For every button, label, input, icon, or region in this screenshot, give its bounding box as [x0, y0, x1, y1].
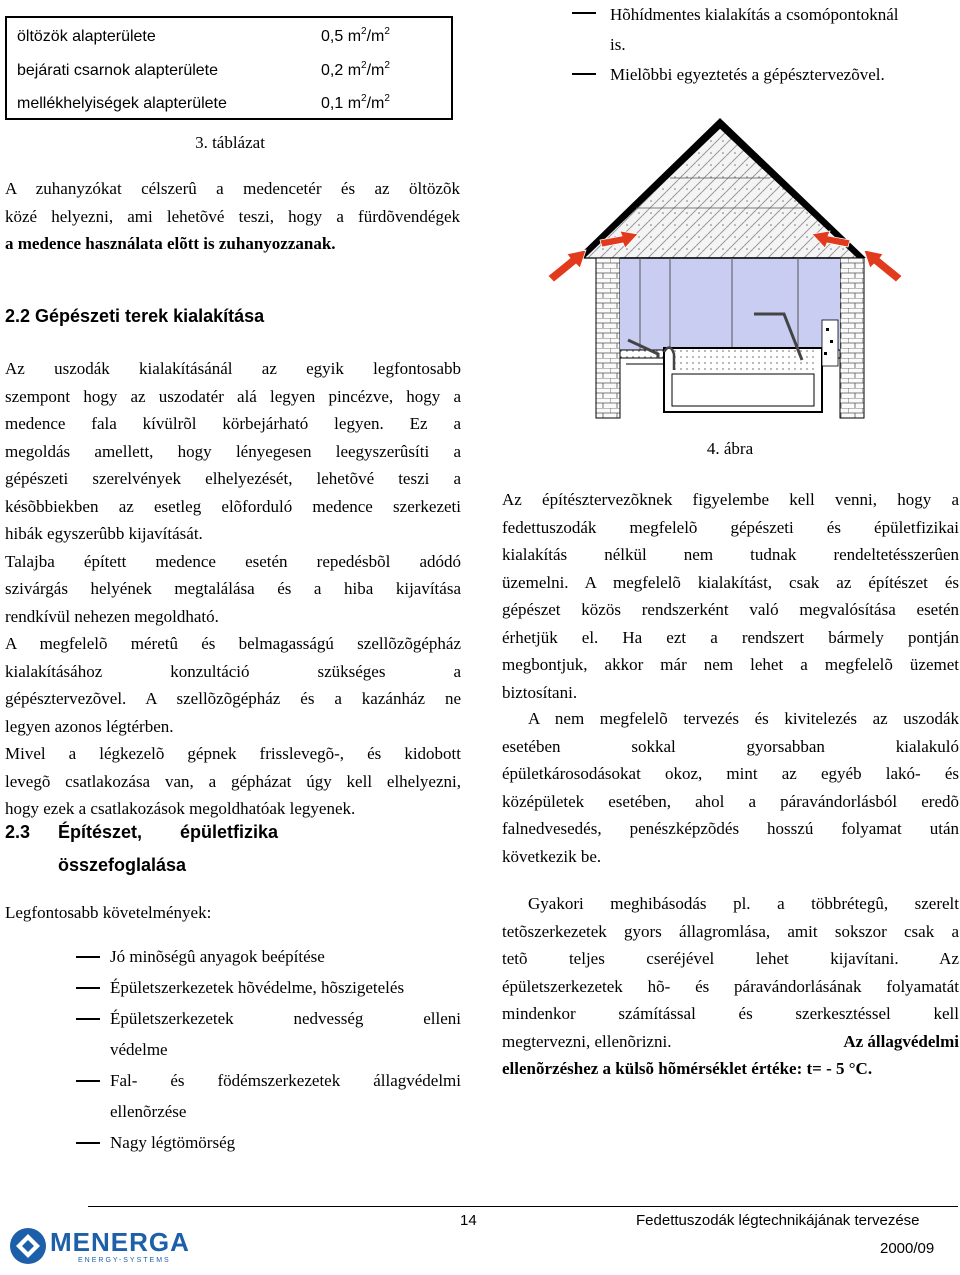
- bullet-dash: [572, 12, 596, 14]
- bullet-dash: [76, 1080, 100, 1082]
- bullet-item: Hõhídmentes kialakítás a csomópontoknál is.: [610, 5, 899, 54]
- table-cell-value: 0,1 $m^2/m^2$: [321, 93, 390, 112]
- figure-caption: 4. ábra: [706, 439, 754, 458]
- section-2-2-heading: 2.2 Gépészeti terek kialakítása: [5, 306, 265, 326]
- section-2-3-number: 2.3: [5, 822, 31, 842]
- list-item: Nagy légtömörség: [110, 1133, 236, 1152]
- list-item-continuation: védelme: [110, 1040, 168, 1059]
- bullet-dash: [76, 956, 100, 958]
- bullet-dash: [572, 73, 596, 75]
- right-paragraph-3: Gyakori meghibásodás pl. a többrétegû, szerelt tetõszerkezetek gyors állagromlása, amit sokszor csak a tetõ teljes cseréjével lehet kijavítani. Az épületszerkezetek hõ- és páravándorlásának folyamatát mindenkor számítással és szerkesztéssel kell megtervezni, ellenõrizni. Az állagvédelmi ellenõrzéshez a külsõ hõmérséklet értéke: t= - 5 °C.: [502, 894, 959, 1078]
- table-row: [7, 87, 451, 120]
- table-caption: 3. táblázat: [195, 133, 265, 152]
- bullet-dash: [76, 1142, 100, 1144]
- list-item-continuation: ellenõrzése: [110, 1102, 187, 1121]
- right-wall: [840, 258, 864, 418]
- requirements-intro: Legfontosabb követelmények:: [5, 903, 212, 922]
- list-item: Épületszerkezetek nedvesség elleni: [110, 1009, 461, 1028]
- table-cell-label: mellékhelyiségek alapterülete: [17, 95, 227, 112]
- bullet-item: Mielõbbi egyeztetés a gépésztervezõvel.: [610, 65, 885, 84]
- menerga-logo: MENERGA ENERGY-SYSTEMS: [8, 1222, 198, 1272]
- document-date: 2000/09: [880, 1240, 935, 1257]
- section-2-2-body: Az uszodák kialakításánál az egyik legfontosabb szempont hogy az uszodatér alá legyen pincézve, hogy a medence fala kívülrõl körbejárható legyen. Ez a megoldás amellett, hogy lényegesen leegyszerûsíti a gépészeti szerelvények elhelyezését, lehetõvé teszi a késõbbiekben az esetleg elõforduló medence szerkezeti hibák egyszerûbb kijavítását. Talajba épített medence esetén repedésbõl adódó szivárgás helyének megtalálása és a hiba kijavítása rendkívül nehezen megoldható. A megfelelõ méretû és belmagasságú szellõzõgépház kialakításához konzultáció szükséges a gépésztervezõvel. A szellõzõgépház és a kazánház ne legyen azonos légtérben. Mivel a légkezelõ gépnek frisslevegõ-, és kidobott levegõ csatlakozása van, a gépházat úgy kell elhelyezni, hogy ezek a csatlakozások megoldhatóak legyenek.: [5, 359, 461, 818]
- section-2-3-title-c: összefoglalása: [58, 855, 187, 875]
- intro-paragraph: A zuhanyzókat célszerû a medencetér és az öltözõk közé helyezni, ami lehetõvé teszi, hogy a fürdõvendégek a medence használata elõtt is zuhanyozzanak.: [5, 179, 460, 253]
- right-room-grille: [822, 320, 838, 366]
- right-paragraph-2: A nem megfelelõ tervezés és kivitelezés az uszodák esetében sokkal gyorsabban kialakuló épületkárosodásokat okoz, mint az egyéb lakó- és középületek esetében, ahol a páravándorlásból eredõ falnedvesedés, penészképzõdés hosszú folyamat után következik be.: [502, 709, 959, 866]
- footer-rule: [88, 1206, 958, 1207]
- list-item: Fal- és födémszerkezetek állagvédelmi: [110, 1071, 461, 1090]
- bullet-dash: [76, 987, 100, 989]
- document-title: Fedettuszodák légtechnikájának tervezése: [636, 1212, 920, 1229]
- right-paragraph-1: Az építésztervezõknek figyelembe kell venni, hogy a fedettuszodák megfelelõ gépészeti és épületfizikai kialakítás nélkül nem tudnak rendeltetésszerûen üzemelni. A megfelelõ kialakítást, csak az építészet és gépészet közös rendszerként való megvalósítása esetén érhetjük el. Ha ezt a rendszert bármely pontján megbontjuk, akkor már nem lehet a megfelelõ üzemet biztosítani.: [502, 490, 959, 702]
- table-cell-label: bejárati csarnok alapterülete: [17, 62, 219, 79]
- page-number: 14: [460, 1212, 477, 1229]
- area-table: [5, 16, 453, 120]
- pool-hall-air: [620, 258, 840, 350]
- section-2-3-title-b: épületfizika: [180, 822, 279, 842]
- left-wall: [596, 258, 620, 418]
- table-cell-label: öltözök alapterülete: [17, 28, 156, 45]
- logo-mark-icon: [8, 1226, 48, 1266]
- table-row: [7, 20, 451, 53]
- list-item: Épületszerkezetek hõvédelme, hõszigetelés: [110, 978, 405, 997]
- building-section-figure: [540, 108, 910, 426]
- table-cell-value: 0,2 $m^2/m^2$: [321, 60, 390, 79]
- table-cell-value: 0,5 $m^2/m^2$: [321, 26, 390, 45]
- section-2-3-title-a: Építészet,: [58, 822, 143, 842]
- list-item: Jó minõségû anyagok beépítése: [110, 947, 325, 966]
- bullet-dash: [76, 1018, 100, 1020]
- table-row: [7, 54, 451, 87]
